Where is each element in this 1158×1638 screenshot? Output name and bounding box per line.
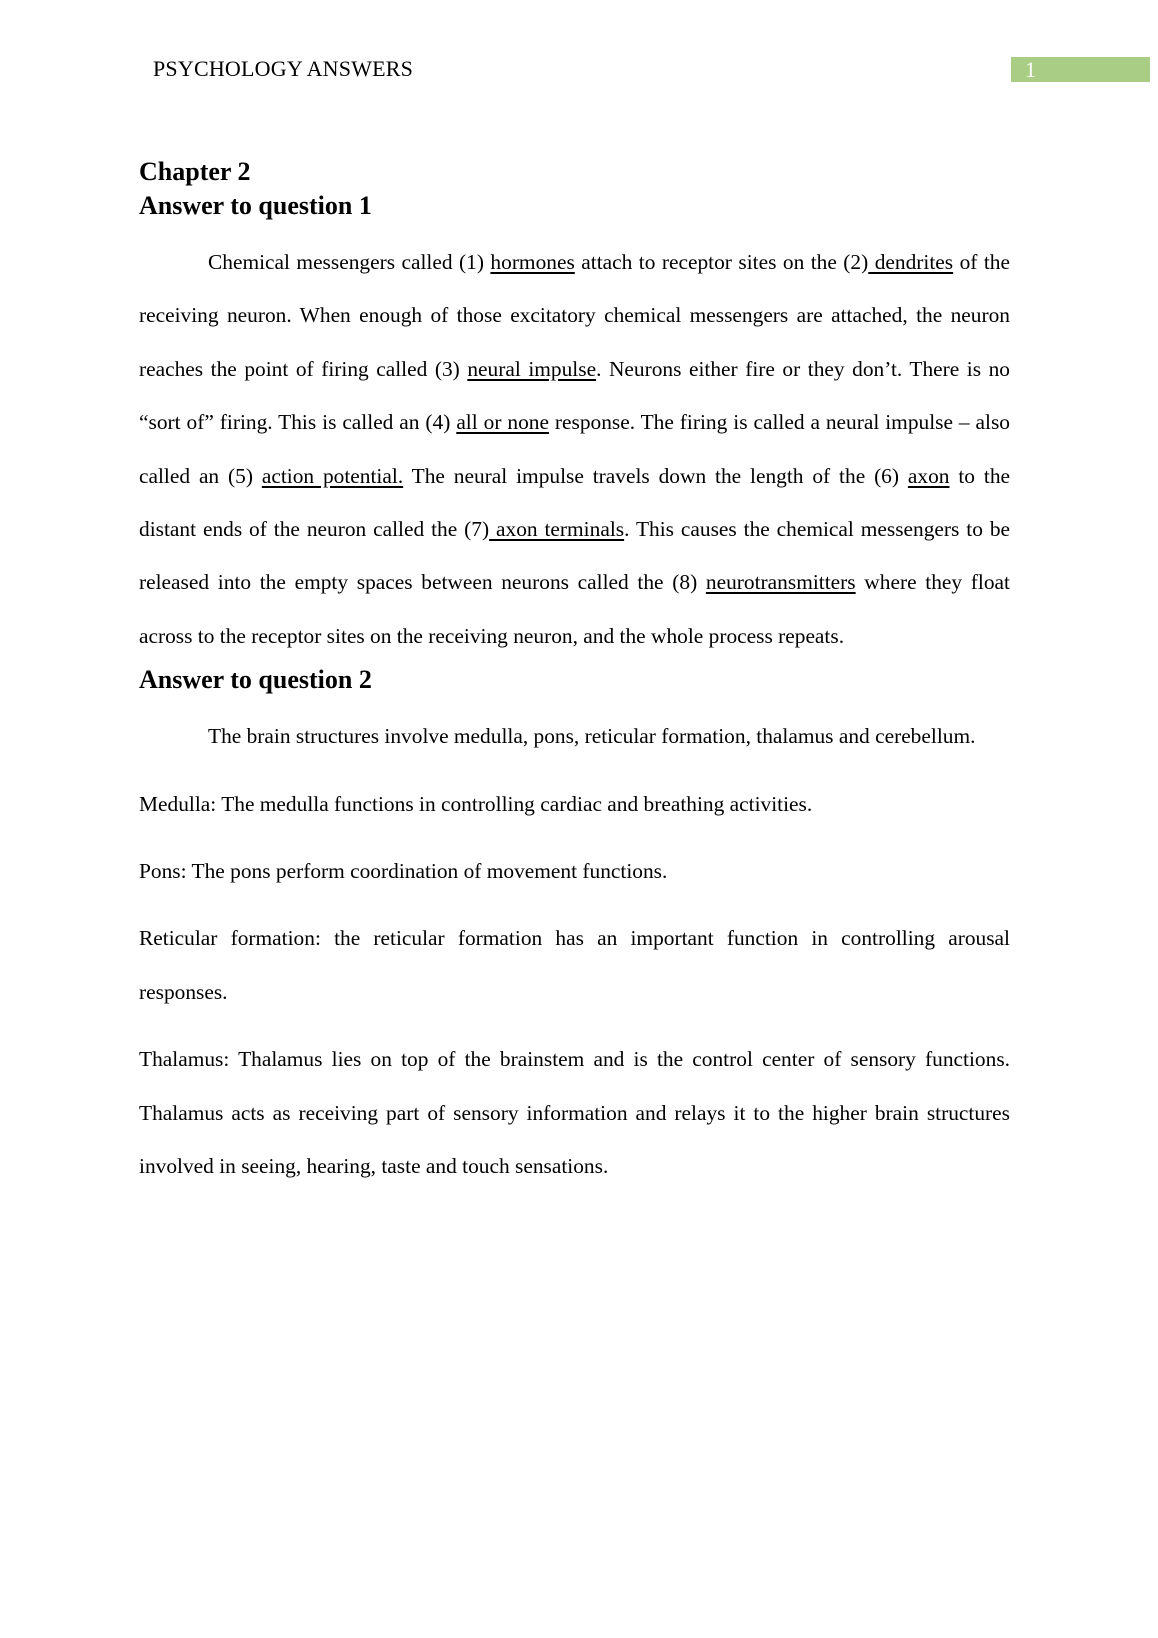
fill-in-answer-all-or-none: all or none <box>456 410 549 435</box>
fill-in-answer-neural-impulse: neural impulse <box>467 356 597 381</box>
brain-structure-thalamus: Thalamus: Thalamus lies on top of the brainstem and is the control center of sensory functions. Thalamus acts as receiving part of sensory information and relays it to the higher brain structures involved in seeing, hearing, taste and touch sensations. <box>139 1047 1010 1179</box>
question-1-heading: Answer to question 1 <box>139 191 372 220</box>
page-number-bar <box>1011 57 1150 82</box>
answer-text-segment: attach to receptor sites on the (2) <box>574 250 869 274</box>
answer-text-segment: . Neurons either fire or they don’t. There is no “sort of” firing. This is called an (4) <box>139 356 1010 435</box>
chapter-title: Chapter 2 <box>139 157 251 186</box>
question-1-answer-paragraph <box>139 236 1010 663</box>
document-body <box>139 155 1010 1194</box>
fill-in-answer-hormones: hormones <box>490 250 575 274</box>
fill-in-answer-axon: axon <box>907 463 950 488</box>
brain-structure-reticular-formation: Reticular formation: the reticular formation has an important function in controlling arousal responses. <box>139 926 1010 1004</box>
page-number: 1 <box>1025 57 1036 82</box>
answer-text-segment: of the receiving neuron. When enough of those excitatory chemical messengers are attached, the neuron reaches the point of firing called (3) <box>139 250 1010 381</box>
fill-in-answer-action-potential: action potential. <box>261 463 404 488</box>
answer-text-segment: . This causes the chemical messengers to be released into the empty spaces between neurons called the (8) <box>139 517 1011 595</box>
brain-structure-pons: Pons: The pons perform coordination of movement functions. <box>139 859 668 884</box>
answer-text-segment: where they float across to the receptor sites on the receiving neuron, and the whole process repeats. <box>139 570 1010 648</box>
answer-text-segment: to the distant ends of the neuron called the (7) <box>139 463 1011 542</box>
running-header: PSYCHOLOGY ANSWERS <box>153 56 414 81</box>
answer-text-segment: The neural impulse travels down the length of the (6) <box>403 463 908 488</box>
fill-in-answer-axon-terminals: axon terminals <box>489 517 625 542</box>
answer-text-segment: response. The firing is called a neural impulse – also called an (5) <box>139 410 1010 488</box>
fill-in-answer-neurotransmitters: neurotransmitters <box>705 570 856 595</box>
answer-text-segment: Chemical messengers called (1) <box>208 250 491 274</box>
fill-in-answer-dendrites: dendrites <box>868 250 954 274</box>
brain-structure-medulla: Medulla: The medulla functions in controlling cardiac and breathing activities. <box>139 791 813 816</box>
question-2-intro-paragraph: The brain structures involve medulla, pons, reticular formation, thalamus and cerebellum. <box>208 724 976 749</box>
question-2-heading: Answer to question 2 <box>139 665 372 695</box>
